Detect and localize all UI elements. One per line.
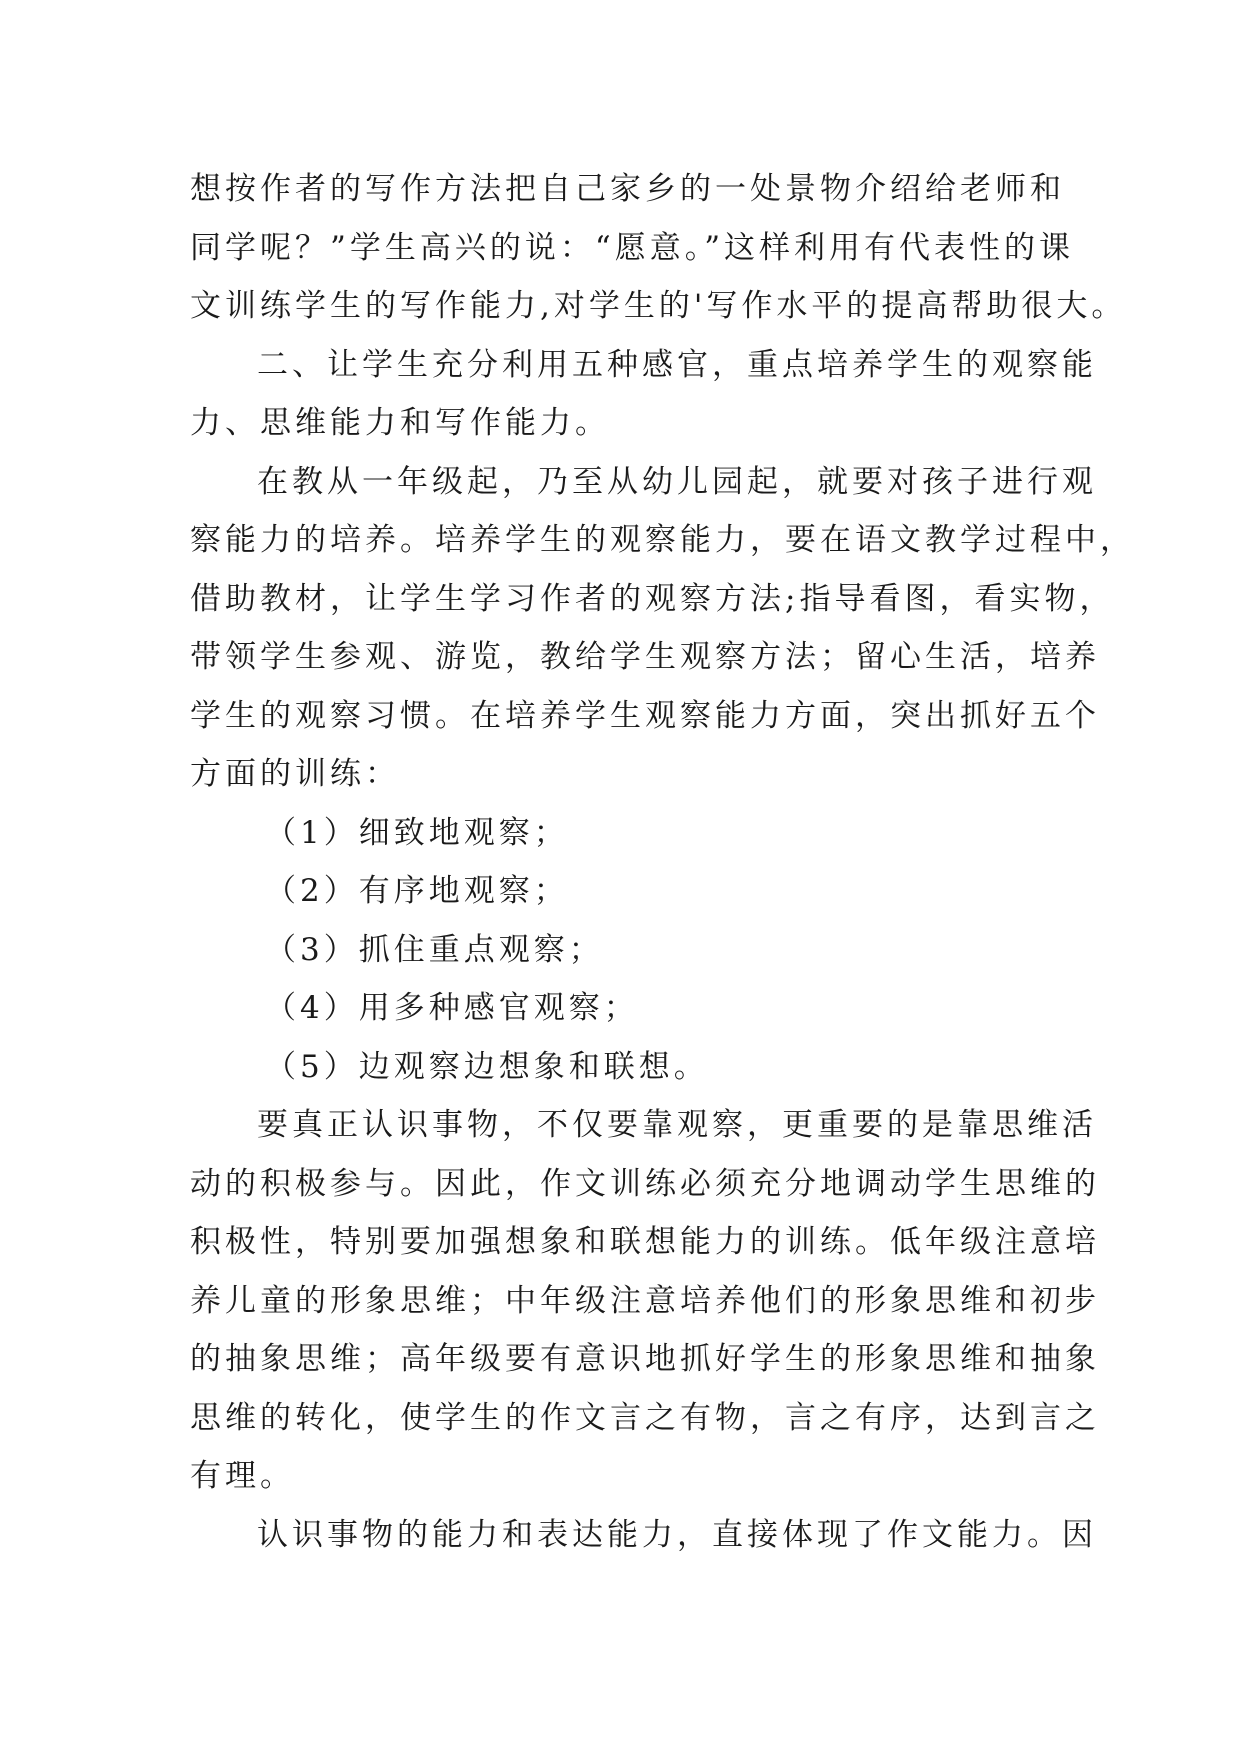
text-line: 方面的训练：: [190, 756, 400, 792]
text-line: 思维的转化，使学生的作文言之有物，言之有序，达到言之: [190, 1399, 1100, 1436]
section-heading-line: 二、让学生充分利用五种感官，重点培养学生的观察能: [257, 346, 1097, 383]
text-line: 要真正认识事物，不仅要靠观察，更重要的是靠思维活: [257, 1107, 1097, 1143]
text-line: 积极性，特别要加强想象和联想能力的训练。低年级注意培: [190, 1224, 1100, 1260]
text-line: 养儿童的形象思维；中年级注意培养他们的形象思维和初步: [190, 1282, 1100, 1319]
text-line: 带领学生参观、游览，教给学生观察方法；留心生活，培养: [190, 639, 1100, 675]
text-line: 的抽象思维；高年级要有意识地抓好学生的形象思维和抽象: [190, 1341, 1100, 1377]
text-line: 有理。: [190, 1458, 295, 1494]
text-line: 借助教材，让学生学习作者的观察方法;指导看图，看实物，: [190, 580, 1115, 617]
list-item: （3）抓住重点观察；: [265, 931, 604, 968]
document-body: [190, 160, 1135, 1564]
text-line: 同学呢？”学生高兴的说：“愿意。”这样利用有代表性的课: [190, 229, 1075, 266]
text-line: 在教从一年级起，乃至从幼儿园起，就要对孩子进行观: [257, 463, 1097, 500]
section-heading-line: 力、思维能力和写作能力。: [190, 405, 610, 441]
list-item: （5）边观察边想象和联想。: [265, 1048, 709, 1085]
text-line: 察能力的培养。培养学生的观察能力，要在语文教学过程中，: [190, 522, 1135, 558]
text-line: 学生的观察习惯。在培养学生观察能力方面，突出抓好五个: [190, 697, 1100, 734]
list-item: （1）细致地观察；: [265, 814, 569, 851]
text-line: 认识事物的能力和表达能力，直接体现了作文能力。因: [257, 1516, 1097, 1553]
text-line: 动的积极参与。因此，作文训练必须充分地调动学生思维的: [190, 1165, 1100, 1202]
text-line: 想按作者的写作方法把自己家乡的一处景物介绍给老师和: [190, 171, 1065, 207]
list-item: （2）有序地观察；: [265, 873, 569, 909]
list-item: （4）用多种感官观察；: [265, 990, 639, 1026]
text-line: 文训练学生的写作能力,对学生的'写作水平的提高帮助很大。: [190, 288, 1127, 324]
